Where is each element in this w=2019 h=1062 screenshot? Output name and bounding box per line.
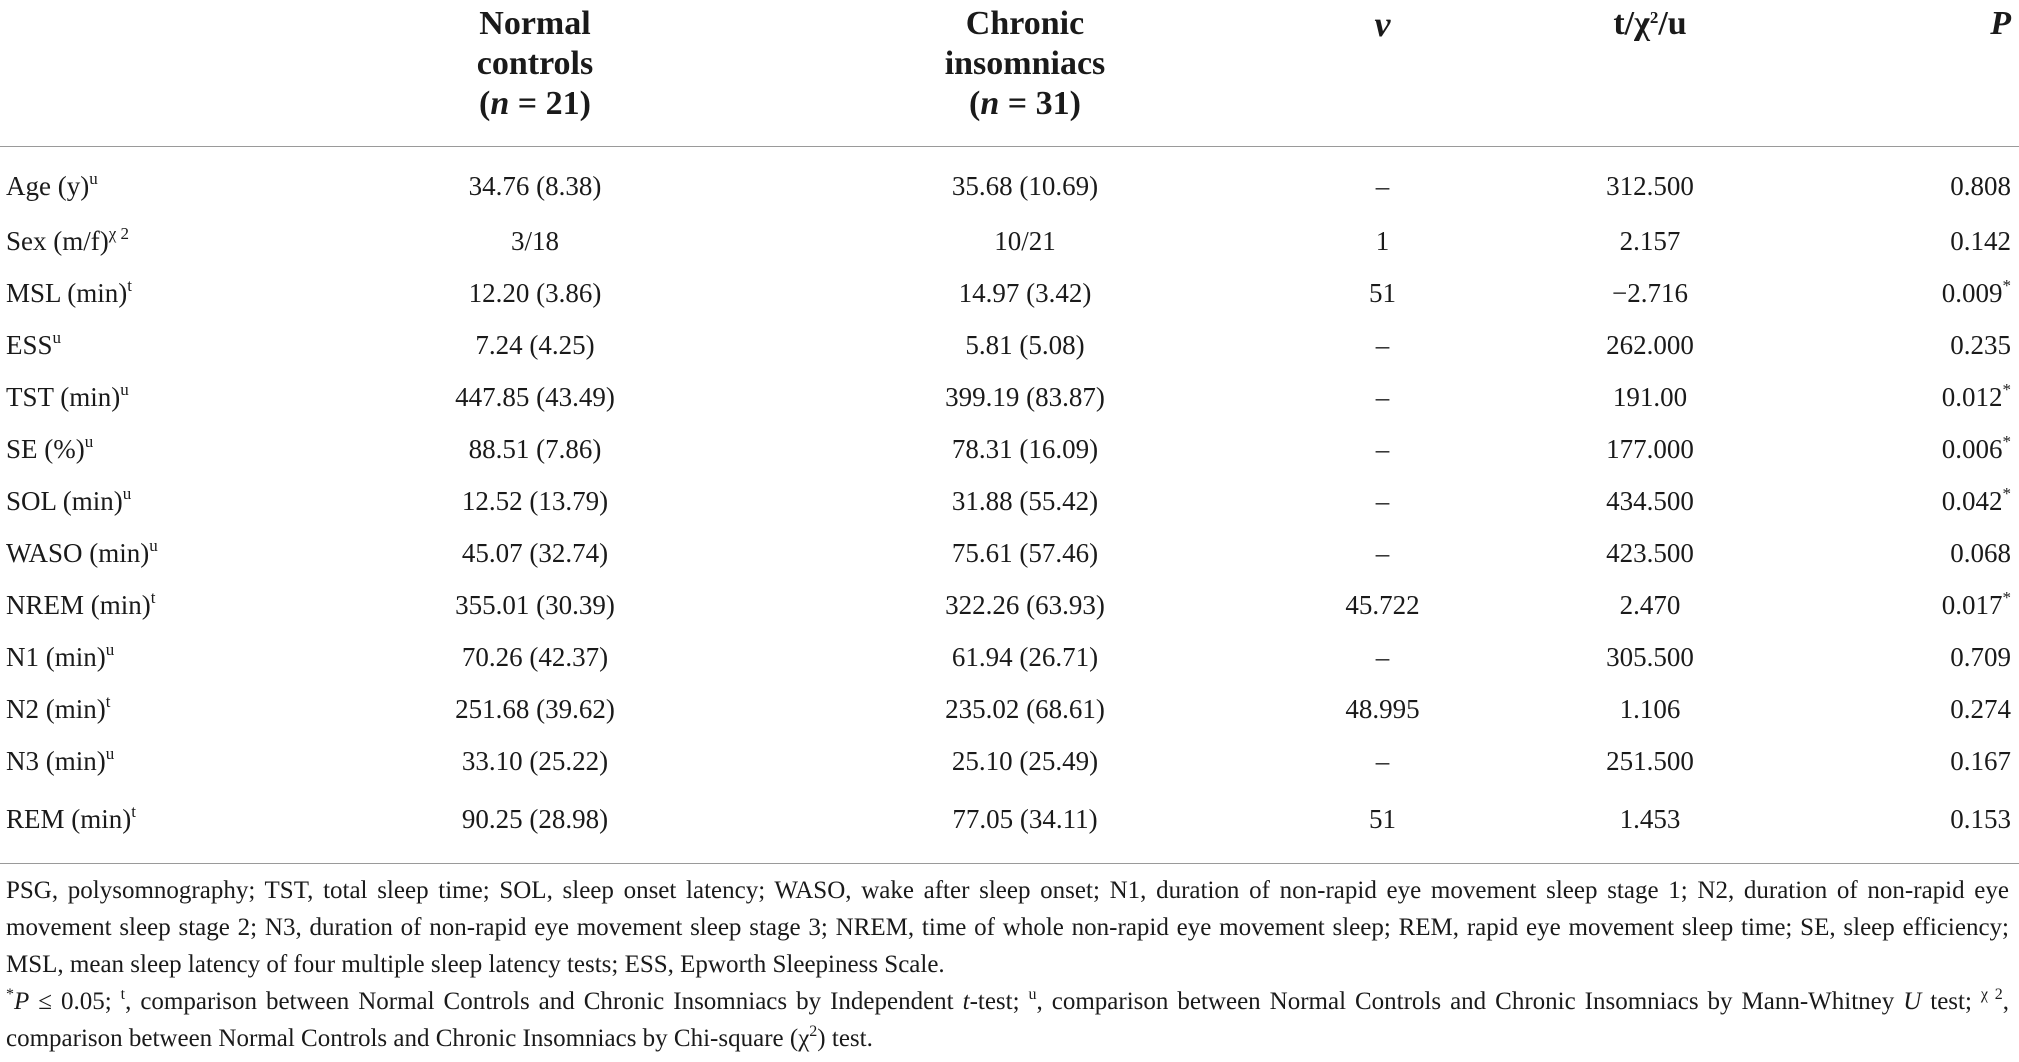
header-p-value: P: [1850, 0, 2019, 146]
cell-chronic-insomniacs: 235.02 (68.61): [945, 693, 1105, 724]
row-label: SOL $(\min)^u$: [6, 483, 132, 516]
table-row: [0, 631, 2019, 683]
cell-nu: –: [1375, 537, 1390, 568]
cell-test-statistic: 434.500: [1606, 485, 1694, 516]
footnote-legend: *P ≤ 0.05; $^t$, comparison between Normal Controls and Chronic Insomniacs by Independent t-test; $^u$, comparison between Normal Controls and Chronic Insomniacs by Mann-Whitney U test; $^{\chi 2}$, comparison between Normal Controls and Chronic Insomniacs by Chi-square $(\chi^2)$ test.: [6, 986, 2009, 1052]
cell-nu: 1: [1375, 225, 1390, 256]
row-label: NREM $(\min)^t$: [6, 587, 156, 620]
table-header: [0, 0, 2019, 146]
cell-test-statistic: 251.500: [1606, 745, 1694, 776]
header-empty: [0, 0, 335, 146]
cell-p-value: 0.808: [1950, 170, 2011, 201]
footnote-abbreviations: PSG, polysomnography; TST, total sleep time; SOL, sleep onset latency; WASO, wake after sleep onset; N1, duration of non-rapid eye movement sleep stage 1; N2, duration of non-rapid eye movement sleep stage 2; N3, duration of non-rapid eye movement sleep stage 3; NREM, time of whole non-rapid eye movement sleep; REM, rapid eye movement sleep time; SE, sleep efficiency; MSL, mean sleep latency of four multiple sleep latency tests; ESS, Epworth Sleepiness Scale.: [6, 877, 2009, 978]
row-label: ESS$^u$: [6, 327, 62, 360]
cell-chronic-insomniacs: 10/21: [994, 225, 1056, 256]
row-label: SE (%)$^u$: [6, 431, 94, 464]
cell-chronic-insomniacs: 14.97 (3.42): [958, 277, 1092, 308]
table-row: [0, 527, 2019, 579]
cell-chronic-insomniacs: 399.19 (83.87): [945, 381, 1105, 412]
cell-p-value: 0.012*: [1941, 379, 2011, 412]
cell-nu: 45.722: [1345, 589, 1420, 620]
cell-normal-controls: 90.25 (28.98): [335, 787, 735, 864]
cell-normal-controls: 33.10 (25.22): [461, 745, 609, 776]
cell-chronic-insomniacs: 5.81 (5.08): [965, 329, 1085, 360]
cell-test-statistic: 1.453: [1450, 787, 1850, 864]
row-label: TST $(\min)^u$: [6, 379, 129, 412]
cell-nu: 51: [1369, 277, 1396, 308]
cell-nu: –: [1375, 381, 1390, 412]
table-row: [0, 579, 2019, 631]
cell-chronic-insomniacs: 78.31 (16.09): [951, 433, 1099, 464]
cell-test-statistic: 305.500: [1606, 641, 1694, 672]
header-nu: ν: [1315, 0, 1450, 146]
table-row: [0, 371, 2019, 423]
cell-normal-controls: 251.68 (39.62): [455, 693, 615, 724]
cell-normal-controls: 45.07 (32.74): [461, 537, 609, 568]
cell-nu: –: [1375, 485, 1390, 516]
cell-chronic-insomniacs: 31.88 (55.42): [951, 485, 1099, 516]
cell-chronic-insomniacs: 322.26 (63.93): [945, 589, 1105, 620]
cell-test-statistic: 423.500: [1606, 537, 1694, 568]
cell-p-value: 0.068: [1950, 537, 2011, 568]
cell-nu: –: [1375, 329, 1390, 360]
cell-test-statistic: 2.157: [1619, 225, 1681, 256]
cell-normal-controls: 12.52 (13.79): [461, 485, 609, 516]
table-row: [0, 683, 2019, 735]
row-label: N2 $(\min)^t$: [6, 691, 111, 724]
table-row: [0, 475, 2019, 527]
cell-p-value: 0.709: [1950, 641, 2011, 672]
cell-p-value: 0.142: [1950, 225, 2011, 256]
table-footnotes: [6, 872, 2009, 1057]
cell-p-value: 0.235: [1950, 329, 2011, 360]
table-row: [0, 215, 2019, 267]
cell-chronic-insomniacs: 25.10 (25.49): [951, 745, 1099, 776]
cell-test-statistic: 312.500: [1606, 170, 1694, 201]
cell-normal-controls: 447.85 (43.49): [455, 381, 615, 412]
table-row: [0, 319, 2019, 371]
cell-normal-controls: 355.01 (30.39): [455, 589, 615, 620]
header-normal-controls: Normal controls (n = 21): [335, 0, 735, 146]
cell-test-statistic: 1.106: [1619, 693, 1681, 724]
table-row: [0, 423, 2019, 475]
cell-p-value: 0.042*: [1941, 483, 2011, 516]
cell-normal-controls: 12.20 (3.86): [468, 277, 602, 308]
row-label: MSL $(\min)^t$: [6, 275, 132, 308]
cell-nu: –: [1375, 745, 1390, 776]
cell-p-value: 0.153: [1850, 787, 2019, 864]
cell-test-statistic: 2.470: [1619, 589, 1681, 620]
cell-chronic-insomniacs: 35.68 (10.69): [951, 170, 1099, 201]
cell-p-value: 0.006*: [1941, 431, 2011, 464]
table-body: [0, 146, 2019, 863]
row-label: N3 $(\min)^u$: [6, 743, 115, 776]
table-row: [0, 146, 2019, 215]
header-chronic-insomniacs: Chronic insomniacs (n = 31): [735, 0, 1315, 146]
cell-normal-controls: 7.24 (4.25): [475, 329, 595, 360]
cell-test-statistic: −2.716: [1612, 277, 1688, 308]
row-label: N1 $(\min)^u$: [6, 639, 115, 672]
cell-test-statistic: 191.00: [1612, 381, 1688, 412]
cell-normal-controls: 88.51 (7.86): [468, 433, 602, 464]
cell-p-value: 0.017*: [1941, 587, 2011, 620]
table-row: [0, 787, 2019, 864]
cell-nu: 48.995: [1345, 693, 1420, 724]
cell-p-value: 0.274: [1950, 693, 2011, 724]
cell-normal-controls: 70.26 (42.37): [461, 641, 609, 672]
cell-nu: –: [1375, 433, 1390, 464]
row-label: WASO $(\min)^u$: [6, 535, 158, 568]
cell-test-statistic: 177.000: [1606, 433, 1694, 464]
row-label: REM $(\min)^t$: [0, 787, 335, 864]
cell-test-statistic: 262.000: [1606, 329, 1694, 360]
header-test-statistic: $t/\chi^2/u$: [1450, 0, 1850, 146]
cell-p-value: 0.009*: [1941, 275, 2011, 308]
cell-chronic-insomniacs: 77.05 (34.11): [735, 787, 1315, 864]
row-label: Sex $(m/f)^{\chi 2}$: [6, 223, 130, 256]
cell-nu: –: [1375, 170, 1390, 201]
cell-chronic-insomniacs: 61.94 (26.71): [951, 641, 1099, 672]
cell-p-value: 0.167: [1950, 745, 2011, 776]
cell-nu: –: [1375, 641, 1390, 672]
cell-chronic-insomniacs: 75.61 (57.46): [951, 537, 1099, 568]
table-row: [0, 735, 2019, 787]
cell-normal-controls: 34.76 (8.38): [468, 170, 602, 201]
table-row: [0, 267, 2019, 319]
cell-normal-controls: 3/18: [510, 225, 559, 256]
row-label: Age $(y)^u$: [6, 168, 98, 201]
cell-nu: 51: [1315, 787, 1450, 864]
